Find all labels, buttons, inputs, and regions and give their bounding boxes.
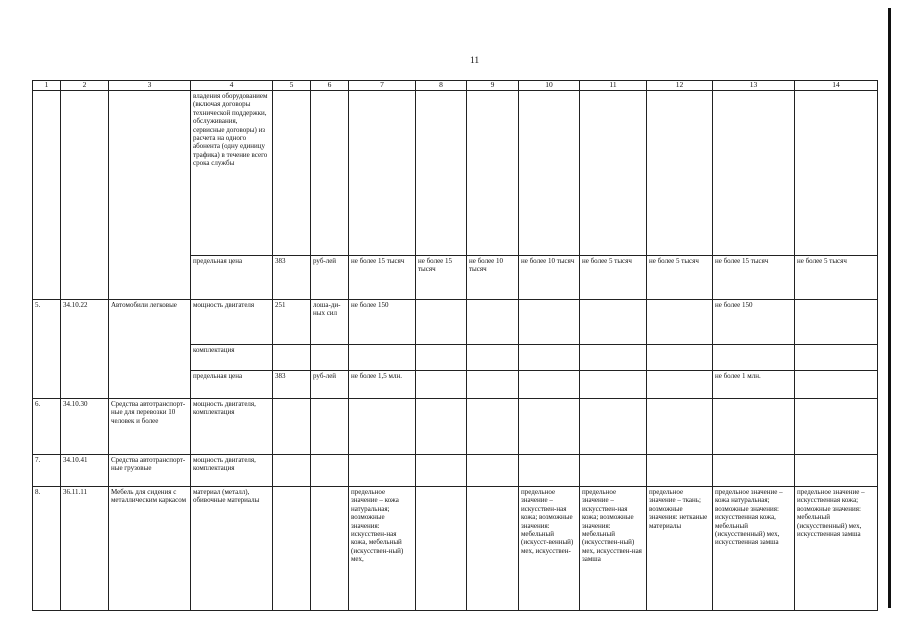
cell bbox=[467, 91, 519, 256]
characteristic-cell: мощность двигателя bbox=[191, 300, 273, 345]
value-cell: не более 10 тысяч bbox=[467, 256, 519, 300]
col-header: 6 bbox=[311, 81, 349, 91]
item-name: Мебель для сидения с металлическим каркасом bbox=[109, 487, 191, 611]
cell bbox=[349, 91, 416, 256]
cell bbox=[61, 91, 109, 300]
cell bbox=[713, 345, 795, 371]
cell bbox=[795, 91, 878, 256]
okpd-code: 34.10.22 bbox=[61, 300, 109, 399]
cell bbox=[416, 455, 467, 487]
value-cell: предельное значение – искусствен-ная кожа; возможные значения: мебельный (искусствен-ный) мех, искусствен-ная замша bbox=[580, 487, 647, 611]
unit-cell: руб-лей bbox=[311, 371, 349, 399]
col-header: 1 bbox=[33, 81, 61, 91]
page-number: 11 bbox=[470, 56, 480, 66]
cell bbox=[519, 91, 580, 256]
value-cell: предельное значение – искусственная кожа; возможные значения: мебельный (искусственный) мех, искусственная замша bbox=[795, 487, 878, 611]
cell bbox=[467, 487, 519, 611]
cell bbox=[795, 345, 878, 371]
cell bbox=[519, 345, 580, 371]
cell bbox=[795, 399, 878, 455]
cell bbox=[647, 91, 713, 256]
value-cell: не более 150 bbox=[349, 300, 416, 345]
col-header: 4 bbox=[191, 81, 273, 91]
cell bbox=[467, 345, 519, 371]
cell bbox=[311, 399, 349, 455]
cell bbox=[416, 399, 467, 455]
col-header: 9 bbox=[467, 81, 519, 91]
cell bbox=[467, 455, 519, 487]
row-number: 7. bbox=[33, 455, 61, 487]
table-row bbox=[33, 487, 878, 611]
cell bbox=[580, 345, 647, 371]
cell bbox=[580, 455, 647, 487]
cell bbox=[416, 371, 467, 399]
cell bbox=[33, 91, 61, 300]
table-row bbox=[33, 300, 878, 345]
cell bbox=[467, 300, 519, 345]
cell bbox=[795, 455, 878, 487]
col-header: 14 bbox=[795, 81, 878, 91]
value-cell: не более 1,5 млн. bbox=[349, 371, 416, 399]
item-name: Средства автотранспорт-ные грузовые bbox=[109, 455, 191, 487]
cell bbox=[311, 345, 349, 371]
col-header: 7 bbox=[349, 81, 416, 91]
cell bbox=[519, 300, 580, 345]
col-header: 10 bbox=[519, 81, 580, 91]
value-cell: не более 15 тысяч bbox=[416, 256, 467, 300]
value-cell: не более 150 bbox=[713, 300, 795, 345]
value-cell: предельное значение – ткань; возможные значения: нетканые материалы bbox=[647, 487, 713, 611]
col-header: 5 bbox=[273, 81, 311, 91]
item-name: Автомобили легковые bbox=[109, 300, 191, 399]
cell bbox=[647, 455, 713, 487]
okpd-code: 34.10.41 bbox=[61, 455, 109, 487]
cell bbox=[349, 455, 416, 487]
value-cell: не более 15 тысяч bbox=[713, 256, 795, 300]
value-cell: предельное значение – кожа натуральная; возможные значения: искусствен-ная кожа, мебельный (искусствен-ный) мех, bbox=[349, 487, 416, 611]
cell bbox=[580, 371, 647, 399]
cell bbox=[416, 91, 467, 256]
cell bbox=[519, 455, 580, 487]
characteristic-cell: комплектация bbox=[191, 345, 273, 371]
cell bbox=[109, 91, 191, 300]
col-header: 11 bbox=[580, 81, 647, 91]
cell bbox=[273, 487, 311, 611]
value-cell: не более 5 тысяч bbox=[580, 256, 647, 300]
cell bbox=[580, 399, 647, 455]
cell bbox=[311, 487, 349, 611]
cell bbox=[416, 300, 467, 345]
okpd-code: 34.10.30 bbox=[61, 399, 109, 455]
cell bbox=[647, 399, 713, 455]
col-header: 12 bbox=[647, 81, 713, 91]
cell bbox=[311, 455, 349, 487]
col-header: 3 bbox=[109, 81, 191, 91]
col-header: 13 bbox=[713, 81, 795, 91]
cell bbox=[580, 91, 647, 256]
characteristic-cell: мощность двигателя, комплектация bbox=[191, 455, 273, 487]
cell bbox=[467, 371, 519, 399]
cell bbox=[311, 91, 349, 256]
unit-cell: лоша-ди-ных сил bbox=[311, 300, 349, 345]
cell bbox=[273, 345, 311, 371]
characteristic-cell: мощность двигателя, комплектация bbox=[191, 399, 273, 455]
value-cell: не более 10 тысяч bbox=[519, 256, 580, 300]
cell bbox=[795, 371, 878, 399]
cell bbox=[467, 399, 519, 455]
cell bbox=[713, 455, 795, 487]
cell bbox=[416, 487, 467, 611]
characteristic-cell: владения оборудованием (включая договоры технической поддержки, обслуживания, сервисные договоры) из расчета на одного абонента (одну единицу трафика) в течение всего срока службы bbox=[191, 91, 273, 256]
cell bbox=[273, 91, 311, 256]
cell bbox=[349, 399, 416, 455]
requirements-table bbox=[32, 80, 878, 611]
cell bbox=[273, 399, 311, 455]
value-cell: не более 5 тысяч bbox=[795, 256, 878, 300]
cell bbox=[647, 371, 713, 399]
cell bbox=[713, 399, 795, 455]
table-row bbox=[33, 399, 878, 455]
col-header: 2 bbox=[61, 81, 109, 91]
code-cell: 251 bbox=[273, 300, 311, 345]
column-number-row bbox=[33, 81, 878, 91]
value-cell: предельное значение – искусствен-ная кожа; возможные значения: мебельный (искусст-венный) мех, искусствен- bbox=[519, 487, 580, 611]
row-number: 6. bbox=[33, 399, 61, 455]
code-cell: 383 bbox=[273, 371, 311, 399]
cell bbox=[647, 300, 713, 345]
okpd-code: 36.11.11 bbox=[61, 487, 109, 611]
row-number: 5. bbox=[33, 300, 61, 399]
cell bbox=[519, 399, 580, 455]
cell bbox=[416, 345, 467, 371]
value-cell: не более 5 тысяч bbox=[647, 256, 713, 300]
unit-cell: руб-лей bbox=[311, 256, 349, 300]
col-header: 8 bbox=[416, 81, 467, 91]
value-cell: предельное значение – кожа натуральная; возможные значения: искусственная кожа, мебельный (искусственный) мех, искусственная замша bbox=[713, 487, 795, 611]
cell bbox=[349, 345, 416, 371]
code-cell: 383 bbox=[273, 256, 311, 300]
characteristic-cell: предельная цена bbox=[191, 371, 273, 399]
characteristic-cell: материал (металл), обивочные материалы bbox=[191, 487, 273, 611]
value-cell: не более 1 млн. bbox=[713, 371, 795, 399]
value-cell: не более 15 тысяч bbox=[349, 256, 416, 300]
cell bbox=[580, 300, 647, 345]
cell bbox=[273, 455, 311, 487]
cell bbox=[519, 371, 580, 399]
characteristic-cell: предельная цена bbox=[191, 256, 273, 300]
cell bbox=[647, 345, 713, 371]
cell bbox=[795, 300, 878, 345]
item-name: Средства автотранспорт-ные для перевозки 10 человек и более bbox=[109, 399, 191, 455]
cell bbox=[713, 91, 795, 256]
table-row bbox=[33, 455, 878, 487]
table-row bbox=[33, 91, 878, 256]
scan-edge-bar bbox=[888, 8, 891, 608]
row-number: 8. bbox=[33, 487, 61, 611]
